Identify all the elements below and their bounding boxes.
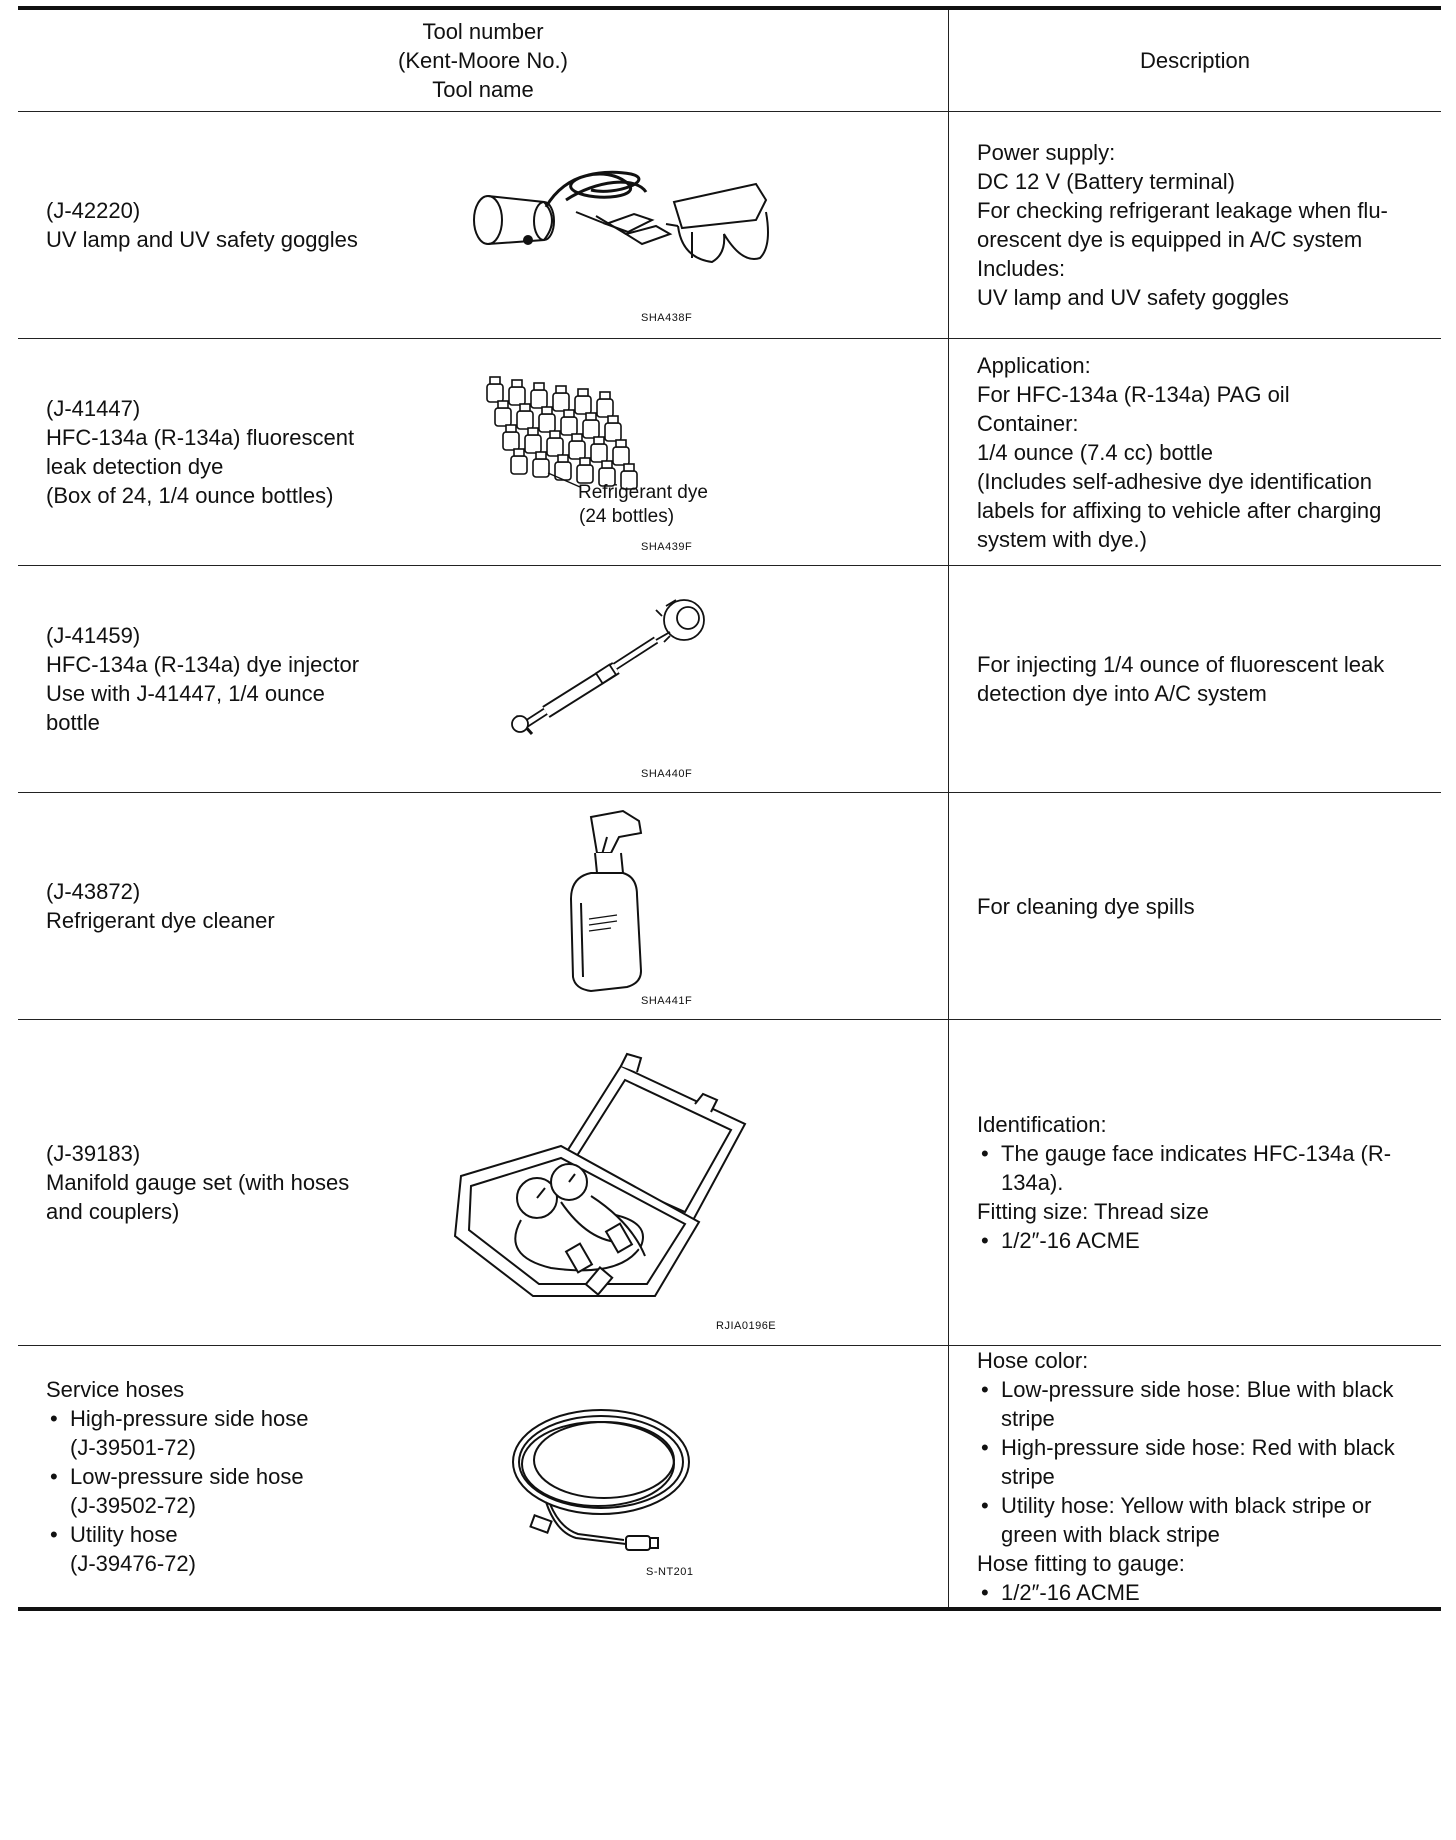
- description-line: labels for affixing to vehicle after charging: [977, 497, 1382, 523]
- dye-bottle-icon: [531, 383, 547, 408]
- header-description-cell: Description: [1139, 48, 1251, 73]
- tool-name: [18, 621, 416, 737]
- dye-bottle-icon: [525, 428, 541, 453]
- figure-id: S-NT201: [646, 1565, 694, 1578]
- description-line: For injecting 1/4 ounce of fluorescent leak: [977, 652, 1385, 677]
- description-line: (Includes self-adhesive dye identification: [977, 468, 1373, 494]
- bullet-line: green with black stripe: [1001, 1522, 1220, 1547]
- list-item: [977, 1375, 1421, 1433]
- dye-bottle-icon: [495, 401, 511, 426]
- bullet-line: • Utility hose: Yellow with black stripe or: [1001, 1493, 1372, 1518]
- figure-label-line: (24 bottles): [579, 506, 675, 527]
- tool-number: (J-39183): [46, 1141, 141, 1166]
- dye-injector-icon: [416, 566, 948, 792]
- dye-bottle-icon: [539, 407, 555, 432]
- dye-bottle-icon: [503, 425, 519, 450]
- uv-lamp-goggles-icon: [416, 112, 948, 338]
- bullet-line: (J-39502-72): [70, 1493, 196, 1518]
- description-text: [949, 351, 1441, 554]
- bullet-line: • Low-pressure side hose: Blue with black: [1001, 1377, 1394, 1402]
- description-line: Fitting size: Thread size: [977, 1199, 1209, 1224]
- description-line: Container:: [977, 410, 1079, 436]
- bullet-line: • High-pressure side hose: Red with black: [1001, 1435, 1395, 1460]
- figure-id: SHA441F: [641, 995, 693, 1007]
- bullet-line: • Low-pressure side hose: [70, 1464, 304, 1489]
- bullet-line: • 1/2″-16 ACME: [1001, 1228, 1140, 1253]
- tool-cell: [18, 566, 949, 793]
- tool-name-line: UV lamp and UV safety goggles: [46, 227, 358, 252]
- tool-cell: [18, 793, 949, 1020]
- bullet-line: • Utility hose: [70, 1522, 178, 1547]
- figure-label-line: Refrigerant dye: [578, 482, 708, 503]
- list-item: [977, 1226, 1421, 1255]
- dye-bottle-icon: [575, 389, 591, 414]
- header-tool-line: Tool number: [422, 19, 544, 44]
- bullet-line: • 1/2″-16 ACME: [1001, 1580, 1140, 1605]
- tool-cell: [18, 1346, 949, 1610]
- bullet-line: • High-pressure side hose: [70, 1406, 309, 1431]
- tool-name-line: Manifold gauge set (with hoses: [46, 1170, 350, 1195]
- tool-name-line: Refrigerant dye cleaner: [46, 908, 275, 933]
- description-cell: [949, 1346, 1442, 1610]
- bullet-line: stripe: [1001, 1464, 1055, 1489]
- description-line: system with dye.): [977, 526, 1147, 552]
- tool-name: [18, 1375, 416, 1578]
- description-line: For HFC-134a (R-134a) PAG oil: [977, 381, 1290, 407]
- header-tool-line: (Kent-Moore No.): [398, 48, 568, 73]
- table-row: [18, 112, 1441, 339]
- dye-bottles-icon: [416, 339, 948, 565]
- description-title: Identification:: [977, 1112, 1107, 1137]
- spray-bottle-icon: [416, 793, 948, 1019]
- bullet-line: stripe: [1001, 1406, 1055, 1431]
- figure-id: SHA438F: [641, 312, 693, 324]
- list-item: [46, 1462, 416, 1520]
- list-item: [46, 1520, 416, 1578]
- tool-name: [18, 1139, 416, 1226]
- tool-name-line: HFC-134a (R-134a) fluorescent: [46, 425, 355, 450]
- header-tool-cell: [18, 8, 949, 112]
- dye-bottle-icon: [517, 404, 533, 429]
- list-item: [977, 1433, 1421, 1491]
- dye-bottle-icon: [511, 449, 527, 474]
- description-text: [949, 1110, 1441, 1255]
- description-line: Includes:: [977, 256, 1066, 281]
- manifold-gauge-case-icon: [416, 1020, 948, 1345]
- description-line: Application:: [977, 352, 1091, 378]
- description-bullet-list: [977, 1578, 1421, 1607]
- tool-name-line: leak detection dye: [46, 454, 224, 479]
- description-line: Hose fitting to gauge:: [977, 1551, 1185, 1576]
- figure-id: SHA439F: [641, 541, 693, 553]
- description-bullet-list: [977, 1139, 1421, 1197]
- header-tool-line: Tool name: [432, 77, 534, 102]
- tool-number: (J-42220): [46, 198, 141, 223]
- description-text: [949, 892, 1441, 921]
- description-line: detection dye into A/C system: [977, 681, 1267, 706]
- figure-id: SHA440F: [641, 768, 693, 780]
- tool-name: [18, 394, 416, 510]
- bullet-line: 134a).: [1001, 1170, 1064, 1195]
- coiled-hose-icon: [416, 1358, 948, 1596]
- description-line: For cleaning dye spills: [977, 893, 1195, 919]
- special-service-tools-page: [18, 6, 1440, 1611]
- tool-cell: [18, 339, 949, 566]
- tool-name: [18, 196, 416, 254]
- dye-bottle-icon: [597, 392, 613, 417]
- table-row: [18, 1346, 1441, 1610]
- bullet-line: (J-39501-72): [70, 1435, 196, 1460]
- table-row: [18, 793, 1441, 1020]
- table-row: [18, 339, 1441, 566]
- description-line: 1/4 ounce (7.4 cc) bottle: [977, 439, 1214, 465]
- tool-number: (J-41459): [46, 623, 141, 648]
- dye-bottle-icon: [509, 380, 525, 405]
- bullet-line: (J-39476-72): [70, 1551, 196, 1576]
- tool-name-line: Service hoses: [46, 1377, 185, 1402]
- table-row: [18, 1020, 1441, 1346]
- description-line: orescent dye is equipped in A/C system: [977, 227, 1363, 252]
- tool-name-line: HFC-134a (R-134a) dye injector: [46, 652, 360, 677]
- description-bullet-list: [977, 1226, 1421, 1255]
- list-item: [977, 1578, 1421, 1607]
- list-item: [977, 1139, 1421, 1197]
- table-header-row: [18, 8, 1441, 112]
- description-title: Hose color:: [977, 1348, 1089, 1373]
- description-cell: [949, 112, 1442, 339]
- description-bullet-list: [977, 1375, 1421, 1549]
- tool-number: (J-41447): [46, 396, 141, 421]
- description-text: [949, 138, 1441, 312]
- dye-bottle-icon: [561, 410, 577, 435]
- tool-bullet-list: [46, 1404, 416, 1578]
- dye-bottle-icon: [591, 437, 607, 462]
- list-item: [977, 1491, 1421, 1549]
- tool-cell: [18, 1020, 949, 1346]
- table-row: [18, 566, 1441, 793]
- description-cell: [949, 339, 1442, 566]
- tools-table: [18, 6, 1441, 1611]
- dye-bottle-icon: [569, 434, 585, 459]
- tool-cell: [18, 112, 949, 339]
- description-line: UV lamp and UV safety goggles: [977, 285, 1289, 310]
- dye-bottle-icon: [553, 386, 569, 411]
- tool-number: (J-43872): [46, 879, 141, 904]
- dye-bottle-icon: [605, 416, 621, 441]
- tool-name-line: (Box of 24, 1/4 ounce bottles): [46, 483, 334, 508]
- bullet-line: • The gauge face indicates HFC-134a (R-: [1001, 1141, 1392, 1166]
- description-cell: [949, 1020, 1442, 1346]
- dye-bottle-icon: [487, 377, 503, 402]
- description-line: DC 12 V (Battery terminal): [977, 169, 1235, 194]
- dye-bottle-icon: [613, 440, 629, 465]
- tool-name-line: and couplers): [46, 1199, 180, 1224]
- figure-id: RJIA0196E: [716, 1320, 777, 1332]
- description-cell: [949, 566, 1442, 793]
- description-text: [949, 650, 1441, 708]
- description-line: Power supply:: [977, 140, 1116, 165]
- description-text: [949, 1346, 1441, 1607]
- tool-name-line: Use with J-41447, 1/4 ounce: [46, 681, 325, 706]
- tool-name-line: bottle: [46, 710, 100, 735]
- dye-bottle-icon: [583, 413, 599, 438]
- description-line: For checking refrigerant leakage when flu-: [977, 198, 1388, 223]
- dye-bottle-icon: [547, 431, 563, 456]
- description-cell: [949, 793, 1442, 1020]
- list-item: [46, 1404, 416, 1462]
- tool-name: [18, 877, 416, 935]
